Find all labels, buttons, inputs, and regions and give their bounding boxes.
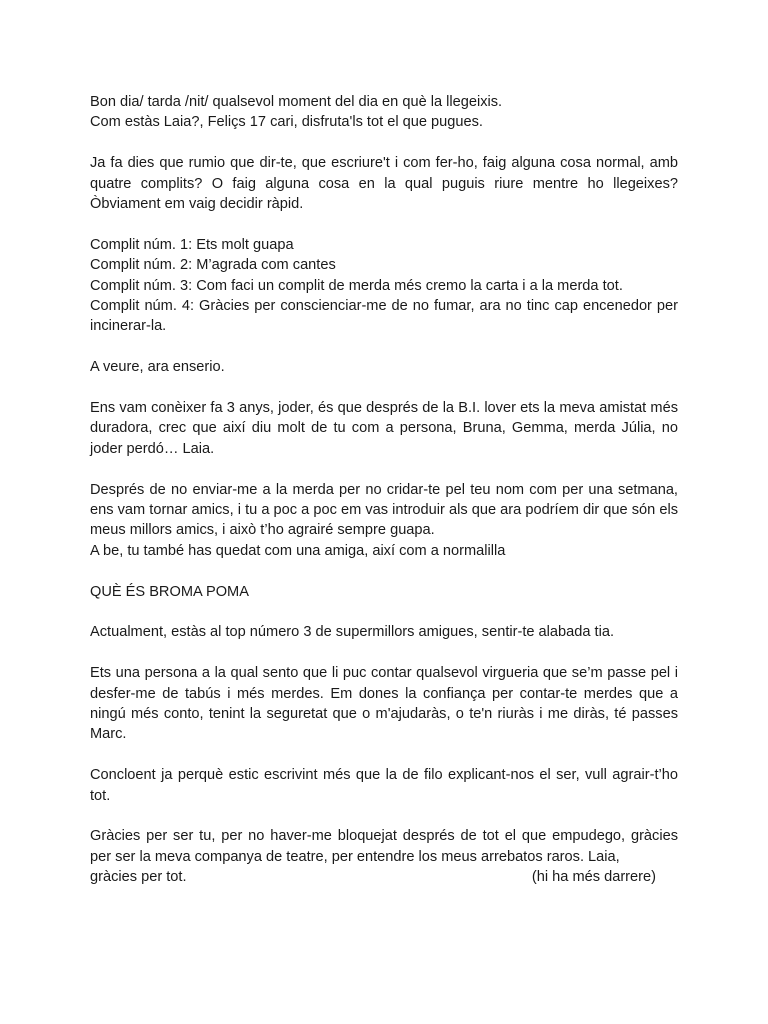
thanks-last-line: [90, 867, 678, 887]
thanks-last-text: gràcies per tot.: [90, 869, 187, 886]
greeting-paragraph: [90, 92, 678, 133]
back-page-note: (hi ha més darrere): [531, 869, 656, 886]
letter-body: [90, 92, 678, 908]
greeting-line: Bon dia/ tarda /nit/ qualsevol moment del dia en què la llegeixis.: [90, 94, 503, 110]
thanks-paragraph: [90, 826, 678, 887]
compliment-2: Complit núm. 2: M’agrada com cantes: [90, 257, 336, 274]
thanks-body: Gràcies per ser tu, per no haver-me bloquejat després de tot el que empudego, gràcies per ser la meva companya de teatre, per entendre los meus arrebatos raros. Laia,: [90, 828, 678, 865]
ranking-paragraph: Actualment, estàs al top número 3 de supermillors amigues, sentir-te alabada tia.: [90, 624, 615, 641]
serious-paragraph: A veure, ara enserio.: [90, 359, 225, 376]
compliments-list: [90, 235, 678, 337]
compliment-4: Complit núm. 4: Gràcies per conscienciar-me de no fumar, ara no tinc cap encenedor per incinerar-la.: [90, 298, 678, 335]
friends-paragraph: [90, 480, 678, 562]
birthday-line: Com estàs Laia?, Feliçs 17 cari, disfruta'ls tot el que pugues.: [90, 114, 483, 131]
joke-heading: QUÈ ÉS BROMA POMA: [90, 583, 249, 600]
conclusion-paragraph: Concloent ja perquè estic escrivint més que la de filo explicant-nos el ser, vull agrair-t’ho tot.: [90, 767, 678, 804]
compliment-3: Complit núm. 3: Com faci un complit de merda més cremo la carta i a la merda tot.: [90, 277, 623, 294]
compliment-1: Complit núm. 1: Ets molt guapa: [90, 236, 294, 253]
friendship-paragraph: Ens vam conèixer fa 3 anys, joder, és que després de la B.I. lover ets la meva amistat més duradora, crec que així diu molt de tu com a persona, Bruna, Gemma, merda Júlia, no joder perdó… Laia.: [90, 400, 678, 457]
friends-extra: A be, tu també has quedat com una amiga, així com a normalilla: [90, 542, 506, 559]
trust-paragraph: Ets una persona a la qual sento que li puc contar qualsevol virgueria que se’m passe pel i desfer-me de tabús i més merdes. Em dones la confiança per contar-te merdes que a ningú més conto, tenint la seguretat que o m'ajudaràs, o te'n riuràs i me diràs, té passes Marc.: [90, 665, 678, 743]
friends-body: Després de no enviar-me a la merda per no cridar-te pel teu nom com per una setmana, ens vam tornar amics, i tu a poc a poc em vas introduir als que ara podríem dir que són els meus millors amics, i això t’ho agrairé sempre guapa.: [90, 481, 678, 539]
intro-paragraph: Ja fa dies que rumio que dir-te, que escriure't i com fer-ho, faig alguna cosa normal, amb quatre complits? O faig alguna cosa en la qual puguis riure mentre ho llegeixes? Òbviament em vaig decidir ràpid.: [90, 155, 678, 213]
